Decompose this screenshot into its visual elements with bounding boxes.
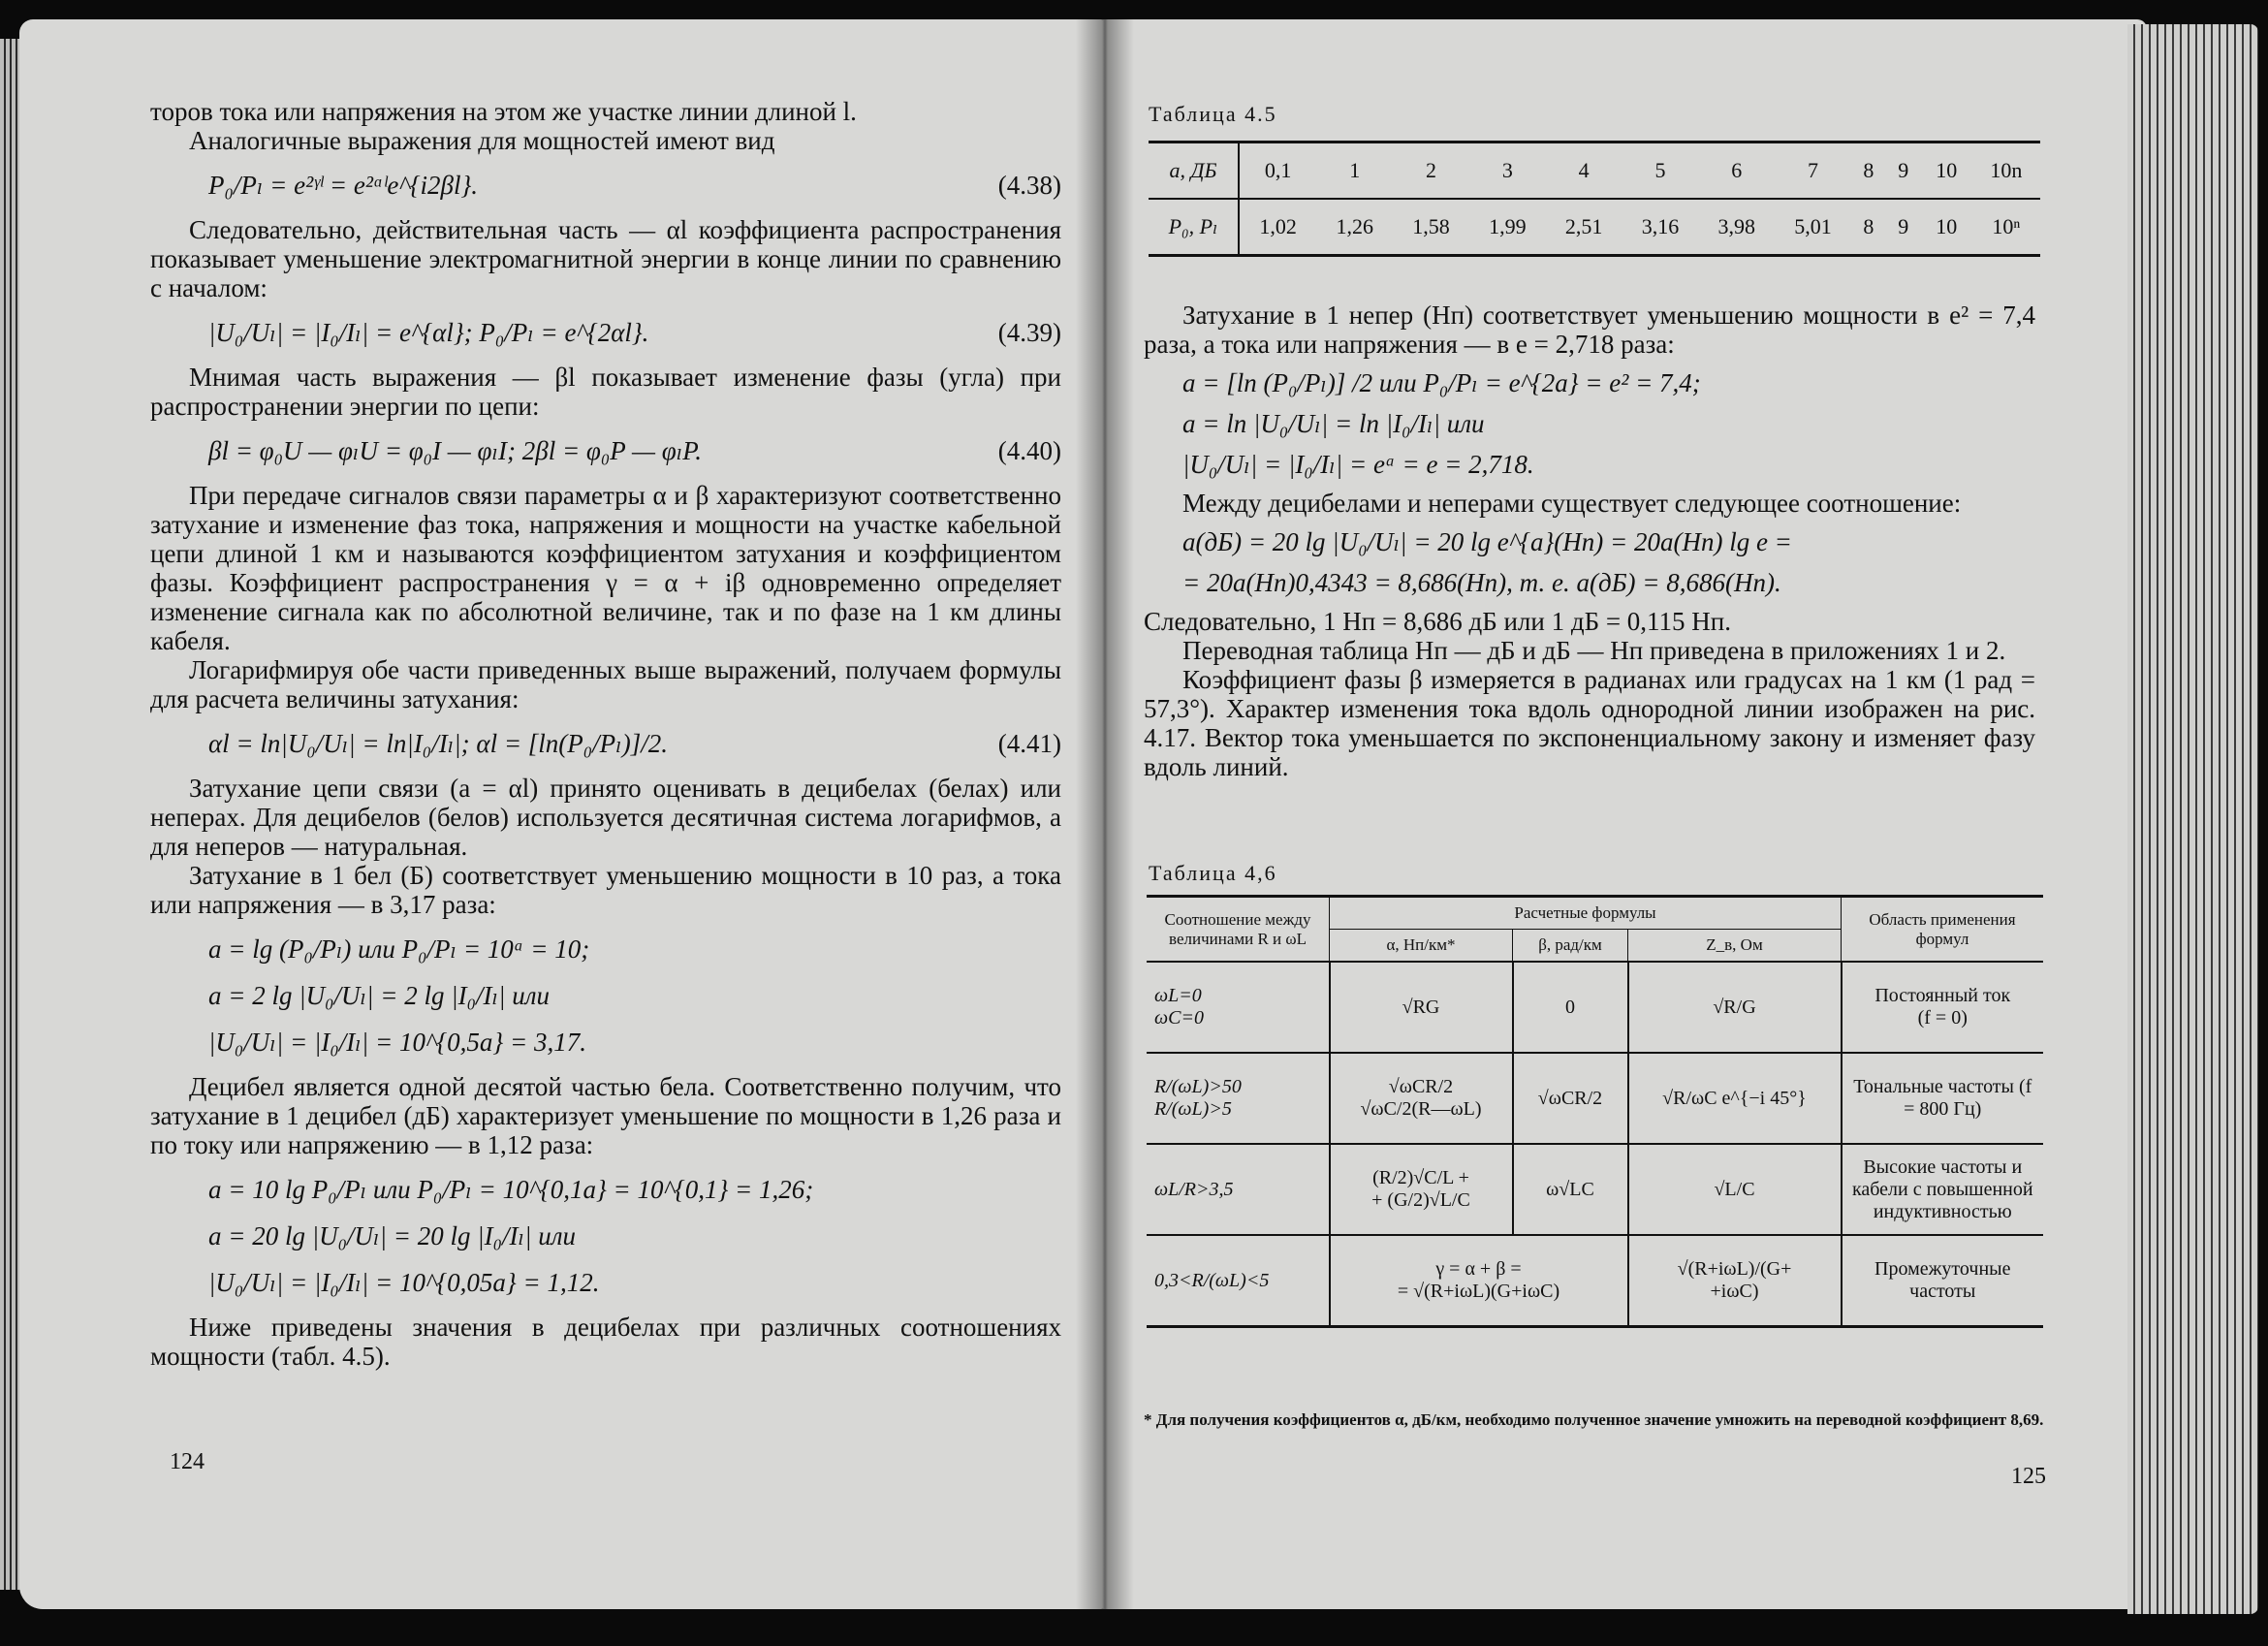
table-cell: 2 [1393,142,1469,200]
table-cell: 10ⁿ [1992,214,2021,238]
formula-text: P₀/Pₗ = e²ᵞˡ = e²ᵅˡe^{i2βl}. [208,171,479,200]
table-cell: 0 [1513,962,1628,1053]
formula-4-40 [208,434,1061,467]
table-cell: 3,16 [1641,214,1680,238]
paragraph: Аналогичные выражения для мощностей имеют вид [189,126,775,155]
table-cell: 10n [1972,142,2040,200]
table-4-6 [1147,895,2043,1328]
table-cell: P₀, Pₗ [1149,199,1239,256]
formula-bel-2: a = 2 lg |U₀/Uₗ| = 2 lg |I₀/Iₗ| или [208,981,551,1010]
paragraph: Переводная таблица Нп — дБ и дБ — Нп приведена в приложениях 1 и 2. [1182,636,2006,665]
table-cell: Промежуточные частоты [1842,1235,2044,1327]
table-row [1149,142,2040,200]
paragraph: Следовательно, 1 Нп = 8,686 дБ или 1 дБ = 0,115 Нп. [1144,607,1731,636]
table-cell: 6 [1698,142,1775,200]
table-cell: 0,3<R/(ωL)<5 [1147,1235,1330,1327]
table-cell: 0,1 [1239,142,1316,200]
formula-bel-1: a = lg (P₀/Pₗ) или P₀/Pₗ = 10ᵃ = 10; [208,934,590,964]
table-cell: 1,02 [1259,214,1297,238]
table-cell: 8 [1851,142,1886,200]
table-cell: 8 [1863,214,1874,238]
table-cell: 1,99 [1489,214,1527,238]
table-header-cell: β, рад/км [1513,930,1628,963]
paragraph: Мнимая часть выражения — βl показывает изменение фазы (угла) при распространении энергии по цепи: [150,363,1061,421]
table-header-cell: Соотношение между величинами R и ωL [1147,897,1330,963]
formula-4-38 [208,169,1061,202]
table-cell: 5,01 [1794,214,1832,238]
left-page-text [150,97,1061,1371]
table-cell: 1 [1316,142,1393,200]
formula-db-1: a = 10 lg P₀/Pₗ или P₀/Pₗ = 10^{0,1a} = 10^{0,1} = 1,26; [208,1175,814,1204]
formula-db-3: |U₀/Uₗ| = |I₀/Iₗ| = 10^{0,05a} = 1,12. [208,1268,600,1297]
table-row [1147,1144,2043,1235]
table-header-cell: Z_в, Ом [1628,930,1842,963]
formula-text: αl = ln|U₀/Uₗ| = ln|I₀/Iₗ|; αl = [ln(P₀/Pₗ)]/2. [208,729,668,758]
formula-number: (4.40) [997,436,1061,465]
table-cell: 3,98 [1717,214,1755,238]
table-header-cell: Расчетные формулы [1330,897,1842,930]
table-cell: 1,26 [1336,214,1373,238]
table-cell: 1,58 [1412,214,1450,238]
table-cell: 9 [1898,214,1909,238]
paragraph: Логарифмируя обе части приведенных выше выражений, получаем формулы для расчета величины затухания: [150,655,1061,713]
table-header-row [1147,897,2043,930]
formula-number: (4.38) [997,171,1061,200]
table-cell: ωL/R>3,5 [1147,1144,1330,1235]
table-cell: 10 [1936,214,1958,238]
table-cell: √R/ωC e^{−i 45°} [1628,1053,1842,1144]
table-cell: √ωCR/2 [1513,1053,1628,1144]
paragraph: торов тока или напряжения на этом же участке линии длиной l. [150,97,857,126]
table-cell: √RG [1330,962,1513,1053]
table-cell: 3 [1469,142,1546,200]
table-4-5-caption: Таблица 4.5 [1149,102,1277,126]
table-cell: √(R+iωL)/(G+ +iωC) [1628,1235,1842,1327]
table-cell: 4 [1546,142,1622,200]
table-cell: √L/C [1628,1144,1842,1235]
table-4-6-caption: Таблица 4,6 [1149,861,1277,885]
paragraph: Ниже приведены значения в децибелах при различных соотношениях мощности (табл. 4.5). [150,1313,1061,1371]
paragraph: Коэффициент фазы β измеряется в радианах или градусах на 1 км (1 рад = 57,3°). Характер изменения тока вдоль однородной линии изображен на рис. 4.17. Вектор тока уменьшается по экспоненциальному закону и изменяет фазу вдоль линий. [1144,665,2035,781]
table-cell: a, ДБ [1149,142,1239,200]
table-cell: 5 [1622,142,1699,200]
table-footnote: * Для получения коэффициентов α, дБ/км, необходимо полученное значение умножить на переводной коэффициент 8,69. [1144,1410,2044,1429]
paragraph: Децибел является одной десятой частью бела. Соответственно получим, что затухание в 1 децибел (дБ) характеризует уменьшение по мощности в 1,26 раза и по току или напряжению — в 1,12 раза: [150,1072,1061,1159]
paragraph: Следовательно, действительная часть — αl коэффициента распространения показывает уменьшение электромагнитной энергии в конце линии по сравнению с началом: [150,215,1061,302]
table-cell: (R/2)√C/L + + (G/2)√L/C [1330,1144,1513,1235]
right-page-text [1144,301,2035,781]
paragraph: Между децибелами и неперами существует следующее соотношение: [1182,489,1962,518]
formula-bel-3: |U₀/Uₗ| = |I₀/Iₗ| = 10^{0,5a} = 3,17. [208,1028,586,1057]
formula-nep-3: |U₀/Uₗ| = |I₀/Iₗ| = eᵃ = e = 2,718. [1182,450,1534,479]
table-row [1147,1235,2043,1327]
formula-4-41 [208,727,1061,760]
formula-number: (4.39) [997,318,1061,347]
table-cell: 2,51 [1564,214,1603,238]
table-cell: 10 [1921,142,1972,200]
right-page-content [1100,19,2147,1609]
table-cell: Постоянный ток (f = 0) [1842,962,2044,1053]
table-row [1149,199,2040,256]
table-4-5 [1149,141,2040,257]
formula-4-39 [208,316,1061,349]
paragraph: Затухание в 1 непер (Нп) соответствует уменьшению мощности в e² = 7,4 раза, а тока или напряжения — в e = 2,718 раза: [1144,301,2035,359]
formula-nep-2: a = ln |U₀/Uₗ| = ln |I₀/Iₗ| или [1182,409,1485,438]
page-number-right: 125 [2011,1464,2046,1489]
table-cell: Высокие частоты и кабели с повышенной индуктивностью [1842,1144,2044,1235]
paragraph: При передаче сигналов связи параметры α и β характеризуют соответственно затухание и изменение фаз тока, напряжения и мощности на участке кабельной цепи длиной 1 км и называются коэффициентом затухания и коэффициентом фазы. Коэффициент распространения γ = α + iβ одновременно определяет изменение сигнала как по абсолютной величине, так и по фазе на 1 км длины кабеля. [150,481,1061,655]
table-header-cell: α, Нп/км* [1330,930,1513,963]
table-cell: 7 [1775,142,1851,200]
formula-rel-2: = 20a(Нп)0,4343 = 8,686(Нп), т. е. a(дБ) = 8,686(Нп). [1182,568,1781,597]
formula-number: (4.41) [997,729,1061,758]
paragraph: Затухание в 1 бел (Б) соответствует уменьшению мощности в 10 раз, а тока или напряжения — в 3,17 раза: [150,861,1061,919]
table-cell: √ωCR/2 √ωC/2(R—ωL) [1330,1053,1513,1144]
table-cell: Тональные частоты (f = 800 Гц) [1842,1053,2044,1144]
formula-rel-1: a(дБ) = 20 lg |U₀/Uₗ| = 20 lg e^{a}(Нп) = 20a(Нп) lg e = [1182,527,1792,556]
table-cell: ω√LC [1513,1144,1628,1235]
formula-text: |U₀/Uₗ| = |I₀/Iₗ| = e^{αl}; P₀/Pₗ = e^{2αl}. [208,318,649,347]
table-cell: √R/G [1628,962,1842,1053]
table-cell: R/(ωL)>50 R/(ωL)>5 [1147,1053,1330,1144]
formula-text: βl = φ₀U — φₗU = φ₀I — φₗI; 2βl = φ₀P — φₗP. [208,436,703,465]
table-cell: γ = α + β = = √(R+iωL)(G+iωC) [1330,1235,1628,1327]
page-number-left: 124 [170,1449,205,1474]
formula-nep-1: a = [ln (P₀/Pₗ)] /2 или P₀/Pₗ = e^{2a} = e² = 7,4; [1182,368,1701,397]
table-row [1147,962,2043,1053]
table-cell: 9 [1886,142,1921,200]
formula-db-2: a = 20 lg |U₀/Uₗ| = 20 lg |I₀/Iₗ| или [208,1221,577,1250]
paragraph: Затухание цепи связи (a = αl) принято оценивать в децибелах (белах) или неперах. Для децибелов (белов) используется десятичная система логарифмов, а для неперов — натуральная. [150,774,1061,861]
table-cell: ωL=0 ωC=0 [1147,962,1330,1053]
table-row [1147,1053,2043,1144]
book-right-page-edges [2127,24,2258,1614]
table-header-cell: Область применения формул [1842,897,2044,963]
